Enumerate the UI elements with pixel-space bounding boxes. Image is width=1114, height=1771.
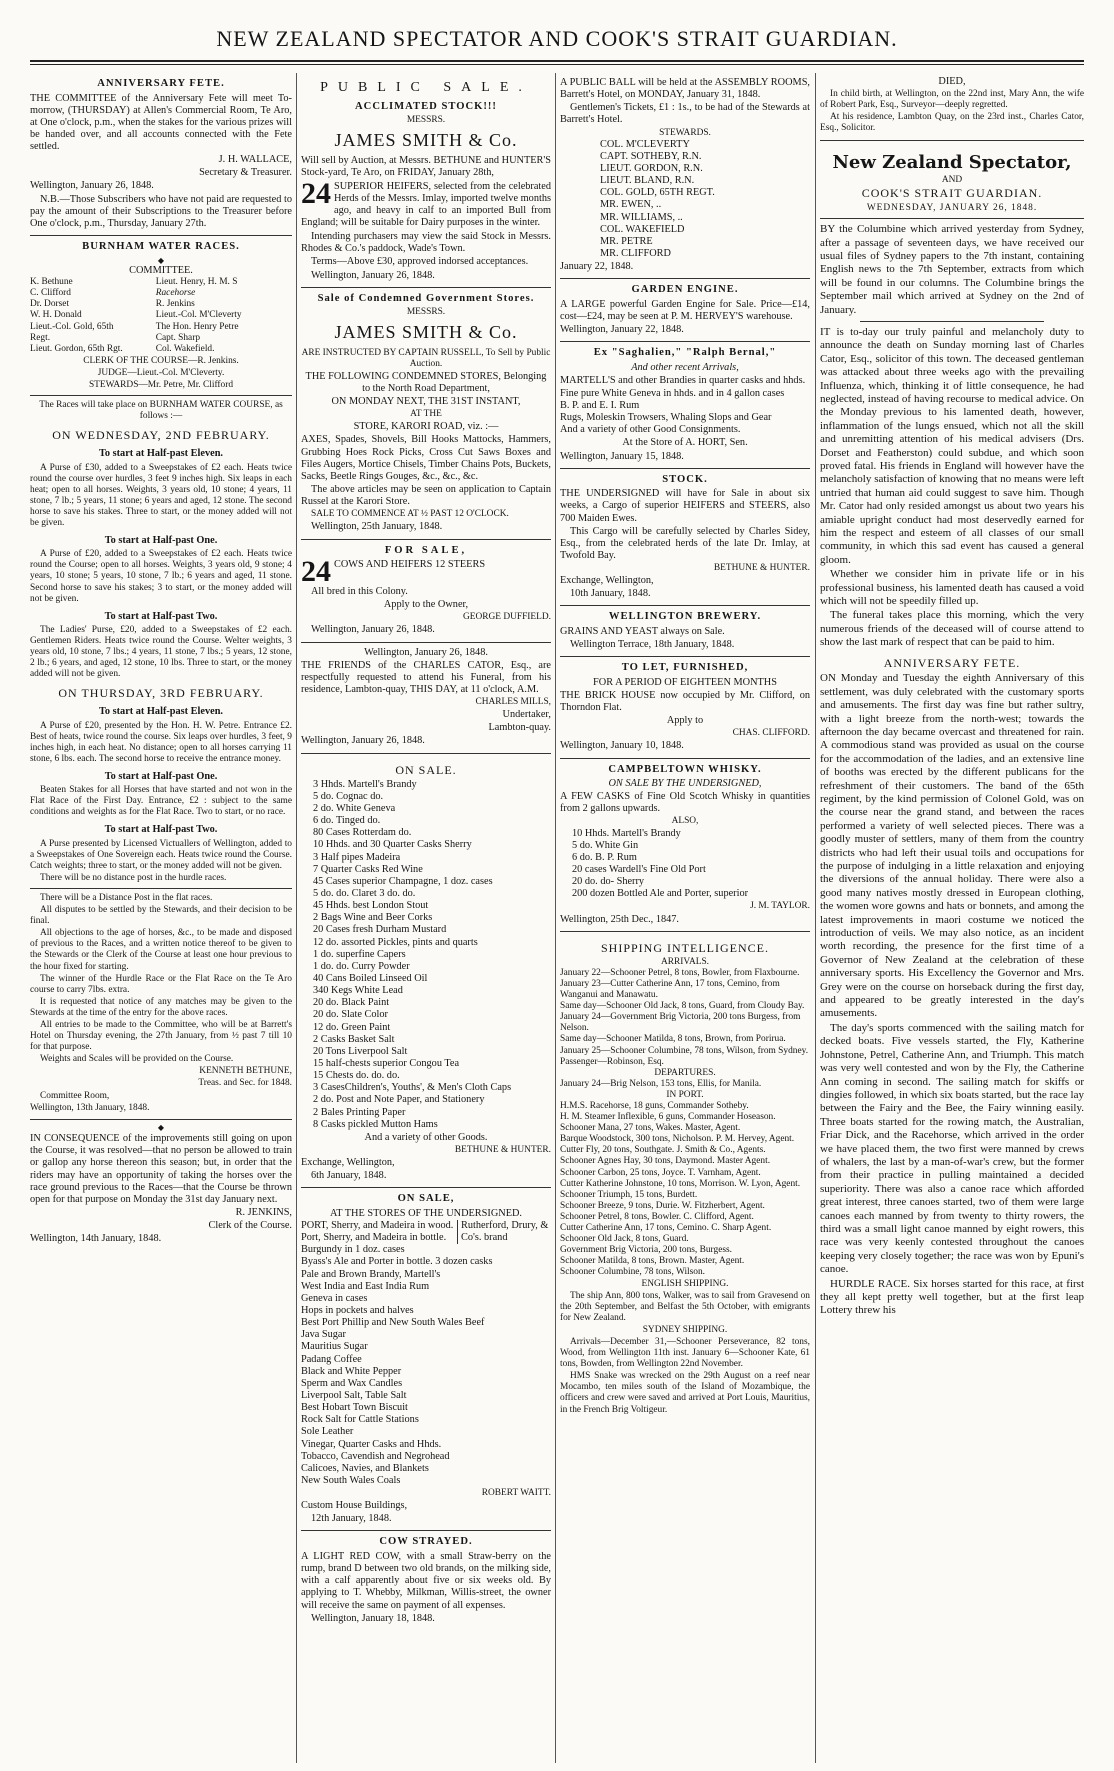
section-title: WELLINGTON BREWERY. <box>608 611 762 623</box>
in-port-entry: Schooner Mana, 27 tons, Wakes. Master, Agent. <box>560 1123 741 1134</box>
section-subtitle: FOR A PERIOD OF EIGHTEEN MONTHS <box>593 676 777 688</box>
death-notice: In child birth, at Wellington, on the 22nd inst, Mary Ann, the wife of Robert Park, Esq., Surveyor—deeply regretted. <box>820 89 1084 111</box>
notice-body: THE BRICK HOUSE now occupied by Mr. Clifford, on Thorndon Flat. <box>560 689 810 714</box>
goods-item: 3 CasesChildren's, Youths', & Men's Cloth Caps <box>313 1082 512 1094</box>
editorial-paragraph: Whether we consider him in private life or in his professional business, his lamented death has caused a void which will not be speedily filled up. <box>820 568 1084 608</box>
public-sale-notice <box>301 73 551 288</box>
signature-title: Clerk of the Course. <box>208 1220 292 1232</box>
notice-place: Exchange, Wellington, <box>301 1157 395 1169</box>
in-port-entry: Cutter Catherine Ann, 17 tons, Cemino. C. Sharp Agent. <box>560 1223 772 1234</box>
goods-item: 10 Hhds. Martell's Brandy <box>572 827 681 839</box>
in-port-entry: Schooner Columbine, 78 tons, Wilson. <box>560 1267 706 1278</box>
notice-date: Wellington, 25th Dec., 1847. <box>560 913 679 925</box>
editorial-paragraph: HURDLE RACE. Six horses started for this race, at first they all kept pretty well together, but at the first leap Lottery threw his <box>820 1277 1084 1317</box>
shipping-news: Arrivals—December 31,—Schooner Perseverance, 82 tons, Wood, from Wellington 11th inst. January 6—Schooner Kate, 61 tons, Bowden, from Wellington 22nd November. <box>560 1336 810 1370</box>
goods-item: 5 do. do. Claret 3 do. do. <box>313 888 416 900</box>
paper-date: WEDNESDAY, JANUARY 26, 1848. <box>866 203 1038 213</box>
notice-body: A LIGHT RED COW, with a small Straw-berry on the rump, brand D between two old brands, on the milking side, with a calf apparently about five or six weeks old. By applying to T. Whebby, Milkman, Willis-street, the owner will receive the same on payment of all expenses. <box>301 1550 551 1611</box>
goods-item: 2 do. Post and Note Paper, and Stationery <box>313 1094 485 1106</box>
sydney-shipping-heading: SYDNEY SHIPPING. <box>642 1324 728 1335</box>
notice-place: STORE, KARORI ROAD, viz. :— <box>353 421 499 433</box>
goods-item: 340 Kegs White Lead <box>313 985 403 997</box>
notice-body: AT THE <box>410 409 442 420</box>
goods-item: 20 Cases fresh Durham Mustard <box>313 924 447 936</box>
paper-name: New Zealand Spectator, <box>832 151 1072 173</box>
shipping-intelligence <box>560 932 810 1421</box>
funeral-notice <box>301 643 551 754</box>
burnham-water-races <box>30 236 292 1120</box>
goods-item: Burgundy in 1 doz. cases <box>301 1244 405 1256</box>
notice-date: Wellington, January 26, 1848. <box>301 735 425 747</box>
goods-item: Vinegar, Quarter Casks and Hhds. <box>301 1438 442 1450</box>
in-port-entry: Schooner Carbon, 25 tons, Joyce. T. Varnham, Agent. <box>560 1167 761 1178</box>
goods-item: Black and White Pepper <box>301 1365 402 1377</box>
race-conditions: The Ladies' Purse, £20, added to a Sweepstakes of £2 each. Gentlemen Riders. Heats twice round the Course. Welter weights, 3 years old, 10 stone, 7 lbs.; 4 years, 11 stone, 7 lbs.; 5 years, 12 stone, 2 lb.; 6 years, and aged, 12 stone, 10 lbs. Three to start, or the money added will not be given. <box>30 624 292 680</box>
notice-body: And a variety of other Goods. <box>364 1131 488 1143</box>
section-title: SHIPPING INTELLIGENCE. <box>601 940 769 955</box>
goods-item: 3 Half pipes Madeira <box>313 851 401 863</box>
notice-body: A FEW CASKS of Fine Old Scotch Whisky in quantities from 2 gallons upwards. <box>560 791 810 815</box>
notice-date: 12th January, 1848. <box>311 1513 392 1525</box>
column-divider <box>555 73 556 1763</box>
signature-place: Lambton-quay. <box>488 722 551 734</box>
arrival-entry: January 25—Schooner Columbine, 78 tons, Wilson, from Sydney. Passenger—Robinson, Esq. <box>560 1045 809 1067</box>
firm-name: JAMES SMITH & Co. <box>334 322 518 343</box>
section-title: FOR SALE, <box>384 544 468 556</box>
editorial-paragraph: The day's sports commenced with the sailing match for decked boats. Five vessels started, the Fly, Katherine Johnstone, Petrel, Catherine Ann, and Triumph. This match was very well contested and won by the Fly, the Catherine Ann coming in second. The sailing match for skiffs or dingies followed, in which six boats started, but the race lay between the Fairy and the Bee, the Fairy winning easily. Three boats started for the rowing match, the Australian, Friar Dick, and the Racehorse, which arrived in the order we have placed them, the two first were manned by crews of whalers, the last by a man-of-war's crew, but the former from their practice in pulling maintained a decided superiority. There was also a canoe race which afforded great interest, three canoes started, two of them were large canoes each manned by from twenty to thirty rowers, the third was a small light canoe manned by eight rowers, this race was very keenly contested throughout the canoes keeping very closely together; the race was won by Epuni's canoe. <box>820 1021 1084 1276</box>
race-day-heading: ON THURSDAY, 3RD FEBRUARY. <box>58 686 264 701</box>
section-title: ANNIVERSARY FETE. <box>883 655 1021 670</box>
goods-item: Best Port Phillip and New South Wales Beef <box>301 1317 485 1329</box>
notice-body: The above articles may be seen on application to Captain Russel at the Karori Store. <box>301 483 551 508</box>
in-port-entry: H. M. Steamer Inflexible, 6 guns, Commander Hoseason. <box>560 1112 776 1123</box>
lot-number: 24 <box>301 555 331 588</box>
in-port-entry: Schooner Petrel, 8 tons, Bowler. C. Clifford, Agent. <box>560 1211 754 1222</box>
goods-item: Best Hobart Town Biscuit <box>301 1402 408 1414</box>
editorial-body <box>820 219 1084 1323</box>
race-heading: To start at Half-past Eleven. <box>98 706 224 718</box>
notice-place: Exchange, Wellington, <box>560 575 654 587</box>
goods-item: 20 do. do- Sherry <box>572 876 645 888</box>
goods-item: B. P. and E. I. Rum <box>560 400 640 412</box>
goods-item: Tobacco, Cavendish and Negrohead <box>301 1450 450 1462</box>
stewards-line: STEWARDS—Mr. Petre, Mr. Clifford <box>88 379 234 390</box>
arrivals-heading: ARRIVALS. <box>660 956 709 967</box>
notice-date: 10th January, 1848. <box>570 588 651 600</box>
died-notices <box>820 73 1084 141</box>
notice-body: THE UNDERSIGNED will have for Sale in about six weeks, a Cargo of superior HEIFERS and STEERS, also 700 Maiden Ewes. <box>560 488 810 524</box>
government-stores-sale <box>301 288 551 540</box>
steward-name: MR. EWEN, .. <box>600 199 662 211</box>
race-conditions: A Purse of £30, added to a Sweepstakes of £2 each. Heats twice round the course over hurdles, 3 feet 9 inches high. Six leaps in each heat; open to all horses. Weights, 3 years old, 10 stone; 4 years, 11 stone, 7 lb.; 5 years, 11 stone; 6 years and aged, 12 stone. The second horse to save his stakes. Three to start, or the money added will not be given. <box>30 462 292 529</box>
editorial-paragraph: The funeral takes place this morning, which the very numerous friends of the deceased will of course attend to show the last mark of respect that can be paid to him. <box>820 609 1084 649</box>
goods-item: 1 do. do. Curry Powder <box>313 960 410 972</box>
notice-date: 6th January, 1848. <box>311 1170 387 1182</box>
notice-date: Wellington, January 22, 1848. <box>560 323 684 335</box>
section-title: Ex "Saghalien," "Ralph Bernal," <box>593 347 777 359</box>
goods-item: 20 do. Black Paint <box>313 997 390 1009</box>
sale-time: SALE TO COMMENCE AT ½ PAST 12 O'CLOCK. <box>311 509 509 520</box>
stewards-heading: STEWARDS. <box>659 127 711 138</box>
section-title: ANNIVERSARY FETE. <box>97 78 225 89</box>
arrival-entry: January 23—Cutter Catherine Ann, 17 tons, Cemino, from Wanganui and Manawatu. <box>560 978 780 1001</box>
clerk-line: CLERK OF THE COURSE—R. Jenkins. <box>83 355 239 366</box>
garden-engine <box>560 279 810 342</box>
judge-line: JUDGE—Lieut.-Col. M'Cleverty. <box>97 367 225 378</box>
goods-list <box>560 388 810 437</box>
race-conditions: A Purse of £20, added to a Sweepstakes of £2 each. Heats twice round the Course; open to all horses. Weights, 3 years old, 9 stone; 4 years, 10 stone; 5 years, 10 stone, 7 lb.; 6 years and aged, 11 stone. Second horse to save his stakes; 3 to start, or the money added will not be given. <box>30 549 292 604</box>
masthead-rule <box>30 60 1084 62</box>
goods-item: 40 Cans Boiled Linseed Oil <box>313 973 428 984</box>
course-notice <box>30 1120 292 1251</box>
section-subtitle: AT THE STORES OF THE UNDERSIGNED. <box>329 1207 523 1219</box>
steward-name: MR. CLIFFORD <box>600 247 671 259</box>
goods-item: Calicoes, Navies, and Blankets <box>301 1462 429 1474</box>
race-rule: All disputes to be settled by the Stewards, and their decision to be final. <box>30 905 292 927</box>
ornament: ◆ <box>157 1122 165 1132</box>
column-4 <box>820 73 1084 1763</box>
goods-item: Fine pure White Geneva in hhds. and in 4 gallon cases <box>560 387 785 399</box>
goods-item: Sperm and Wax Candles <box>301 1377 403 1389</box>
editorial-masthead <box>820 141 1084 220</box>
goods-item: Rock Salt for Cattle Stations <box>301 1414 419 1426</box>
section-title: TO LET, FURNISHED, <box>621 662 749 674</box>
section-subtitle: ON SALE BY THE UNDERSIGNED, <box>608 778 762 790</box>
goods-item: Liverpool Salt, Table Salt <box>301 1389 407 1401</box>
goods-item: 80 Cases Rotterdam do. <box>313 827 412 839</box>
paper-subtitle: COOK'S STRAIT GUARDIAN. <box>861 185 1043 200</box>
section-title: CAMPBELTOWN WHISKY. <box>608 763 762 775</box>
section-title: ON SALE, <box>397 1193 455 1205</box>
notice-nb: N.B.—Those Subscribers who have not paid are requested to pay the amount of their Subscriptions to the Treasurer before One o'clock, p.m., Thursday, January 27th. <box>30 193 292 229</box>
committee-list: K. Bethune Lieut. Henry, H. M. S C. Clifford Racehorse Dr. Dorset R. Jenkins W. H. Donald Lieut.-Col. M'Cleverty Lieut.-Col. Gold, 65th The Hon. Henry Petre Regt. Capt. Sharp Lieut. Gordon, 65th Rgt. Col. Wakefield. <box>30 277 242 354</box>
goods-item: 12 do. Green Paint <box>313 1021 391 1033</box>
goods-item: 45 Cases superior Champagne, 1 doz. cases <box>313 875 493 887</box>
lot-number: 24 <box>301 176 331 210</box>
goods-item: Pale and Brown Brandy, Martell's <box>301 1268 441 1280</box>
editorial-paragraph: BY the Columbine which arrived yesterday from Sydney, after a passage of seventeen days, we have received our usual files of Sydney papers to the 7th instant, containing English news to the 7th September, extracts from which will be found in our columns. The Columbine brings the September mail which arrived at Sydney on the 2nd of January. <box>820 223 1084 316</box>
in-port-entry: Schooner Triumph, 15 tons, Burdett. <box>560 1189 698 1200</box>
notice-date: Wellington Terrace, 18th January, 1848. <box>570 639 735 651</box>
goods-item: Port, Sherry, and Madeira in bottle. <box>301 1232 447 1244</box>
notice-body: MARTELL'S and other Brandies in quarter casks and hhds. <box>560 374 806 386</box>
goods-item: Sole Leather <box>301 1426 354 1438</box>
signature: J. M. TAYLOR. <box>750 901 810 912</box>
goods-item: 8 Casks pickled Mutton Hams <box>313 1118 438 1130</box>
in-port-entry: H.M.S. Racehorse, 18 guns, Commander Sotheby. <box>560 1101 749 1112</box>
editorial-paragraph: ON Monday and Tuesday the eighth Anniversary of this settlement, was duly celebrated with the customary sports and amusements. The first day was fine but rather sultry, with a light breeze from the north-west; towards the afternoon the day became overcast and threatened for rain. A commodious stand was provided as usual on the course for the accommodation of the ladies, and an extensive line of booths was erected by the different publicans for the refreshment of their customers. The band of the 65th regiment, by the kind permission of Colonel Gold, was on the course near the grand stand, and between the races performed a variety of well selected pieces. There was a goodly muster of settlers, many of them from the country districts who had left their usual toils and occupations for the purpose of indulging in a little relaxation and enjoying the diversions of the annual holiday. There were also a good many natives mostly dressed in European clothing, the women wore gowns and hats or bonnets, and among the latest improvements in maori costume we noticed the introduction of veils. We may also notice, as an incident worth recording, the presence for the first time of a Governor of New Zealand at the celebration of these anniversary sports. His Excellency the Governor and Mrs. Grey were on the course on horseback during the first day, and appeared to be greatly interested in the day's amusements. <box>820 672 1084 1020</box>
goods-item: Java Sugar <box>301 1329 346 1341</box>
campbeltown-whisky <box>560 759 810 932</box>
brand-note: Rutherford, Drury, & Co's. brand <box>457 1220 551 1244</box>
notice-place: At the Store of A. HORT, Sen. <box>622 437 748 449</box>
in-port-entry: Schooner Agnes Hay, 30 tons, Daymond. Master Agent. <box>560 1156 771 1167</box>
goods-item: 6 do. Tinged do. <box>313 815 381 827</box>
signature: KENNETH BETHUNE, <box>199 1066 292 1077</box>
goods-item: 2 Bags Wine and Beer Corks <box>313 912 433 924</box>
signature-title: Treas. and Sec. for 1848. <box>198 1078 292 1089</box>
on-sale-goods <box>301 754 551 1189</box>
goods-item: 20 cases Wardell's Fine Old Port <box>572 863 706 875</box>
signature: J. H. WALLACE, <box>218 154 292 166</box>
goods-item: Mauritius Sugar <box>301 1341 368 1353</box>
goods-item: 3 Hhds. Martell's Brandy <box>313 778 417 790</box>
race-conditions: A Purse presented by Licensed Victuallers of Wellington, added to a Sweepstakes of One Sovereign each. Heats twice round the Course. Catch weights; three to start, or the money added will not be given. <box>30 838 292 871</box>
signature: BETHUNE & HUNTER. <box>713 563 810 574</box>
also-label: ALSO, <box>671 816 699 827</box>
steward-name: COL. M'CLEVERTY <box>600 138 690 150</box>
notice-date: Wellington, January 10, 1848. <box>560 740 684 752</box>
goods-item: Rugs, Moleskin Trowsers, Whaling Slops and Gear <box>560 412 772 424</box>
in-port-entry: Barque Woodstock, 300 tons, Nicholson. P. M. Hervey, Agent. <box>560 1134 795 1145</box>
notice-date: January 22, 1848. <box>560 261 634 273</box>
paper-and: AND <box>941 174 963 185</box>
goods-item: 200 dozen Bottled Ale and Porter, superior <box>572 888 749 900</box>
death-notice: At his residence, Lambton Quay, on the 23rd inst., Charles Cator, Esq., Solicitor. <box>820 112 1084 134</box>
section-title: ON SALE. <box>395 762 457 777</box>
in-port-entry: Cutter Katherine Johnstone, 10 tons, Morrison. W. Lyon, Agent. <box>560 1178 801 1189</box>
goods-item: West India and East India Rum <box>301 1280 430 1292</box>
notice-body: A PUBLIC BALL will be held at the ASSEMBLY ROOMS, Barrett's Hotel, on MONDAY, January 31, 1848. <box>560 77 810 101</box>
goods-item: 6 do. B. P. Rum <box>572 851 637 863</box>
column-divider <box>296 73 297 1763</box>
departures-heading: DEPARTURES. <box>654 1067 716 1078</box>
in-port-list <box>560 1101 810 1279</box>
section-title: Sale of Condemned Government Stores. <box>317 292 535 304</box>
section-title: STOCK. <box>662 473 708 485</box>
race-rule: All objections to the age of horses, &c., to be made and disposed of previous to the Races, and a written notice thereof to be given to the Stewards or the Clerk of the Course at least one hour previous to the hour fixed for starting. <box>30 928 292 972</box>
notice-body: All bred in this Colony. <box>311 586 408 597</box>
in-port-entry: Schooner Matilda, 8 tons, Brown. Master, Agent. <box>560 1256 745 1267</box>
in-port-entry: Government Brig Victoria, 200 tons, Burgess. <box>560 1245 732 1256</box>
column-divider <box>815 73 816 1763</box>
arrival-entry: Same day—Schooner Matilda, 8 tons, Brown, from Porirua. <box>560 1034 786 1045</box>
section-title: GARDEN ENGINE. <box>631 284 739 296</box>
notice-date: Wellington, 13th January, 1848. <box>30 1102 150 1113</box>
departures-list <box>560 1079 810 1090</box>
arrival-entry: Same day—Schooner Old Jack, 8 tons, Guard, from Cloudy Bay. <box>560 1001 805 1012</box>
stock-notice <box>560 469 810 607</box>
firm-name: JAMES SMITH & Co. <box>334 130 518 151</box>
notice-body: THE FRIENDS of the CHARLES CATOR, Esq., are respectfully requested to attend his Funeral, from his residence, Lambton-quay, THIS DAY, at 11 o'clock, A.M. <box>301 659 551 695</box>
steward-name: LIEUT. GORDON, R.N. <box>600 162 703 174</box>
signature: CHARLES MILLS, <box>475 697 551 708</box>
notice-date: Wellington, January 26, 1848. <box>30 180 154 192</box>
goods-item: Padang Coffee <box>301 1353 362 1365</box>
for-sale-cows <box>301 540 551 643</box>
in-port-entry: Cutter Fly, 20 tons, Southgate. J. Smith & Co., Agents. <box>560 1145 766 1156</box>
race-conditions: Beaten Stakes for all Horses that have started and not won in the Flat Race of the First Day. Entrance, £2 : subject to the same conditions and weights as for the Flat Race. Two to start, or no race. <box>30 785 292 818</box>
goods-item: 1 do. superfine Capers <box>313 948 406 960</box>
goods-item: And a variety of other Good Consignments. <box>560 424 741 436</box>
notice-date: Wellington, 25th January, 1848. <box>311 521 443 533</box>
signature: GEORGE DUFFIELD. <box>462 612 551 623</box>
goods-item: 15 half-chests superior Congou Tea <box>313 1057 460 1069</box>
committee-heading: COMMITTEE. <box>129 264 193 276</box>
on-sale-stores <box>301 1188 551 1531</box>
in-port-entry: Schooner Breeze, 9 tons, Durie. W. Fitzherbert, Agent. <box>560 1200 765 1211</box>
stewards-list <box>560 139 810 260</box>
notice-body: This Cargo will be carefully selected by Charles Sidey, Esq., from the celebrated herds of the late Dr. Imlay, at Twofold Bay. <box>560 525 810 561</box>
goods-item: 2 Casks Basket Salt <box>313 1033 395 1045</box>
goods-list <box>560 828 810 901</box>
notice-body: IN CONSEQUENCE of the improvements still going on upon the Course, it was resolved—that no person be allowed to train or gallop any horse thereon this season; but, in order that the riders may have an opportunity of taking the horses over the race ground previous to the Races—that the Course be thrown open for that purpose on Monday the 31st day January next. <box>30 1133 292 1205</box>
item-list: AXES, Spades, Shovels, Bill Hooks Mattocks, Hammers, Grubbing Hoes Rock Picks, Cross Cut Saws Boxes and Files Augers, Mortice Chisels, Timber Chains Pots, Buckets, Sacks, Beetle Rings Gouges, &c., &c., &c. <box>301 434 551 482</box>
race-conditions: A Purse of £20, presented by the Hon. H. W. Petre. Entrance £2. Best of heats, twice round the course. Six leaps over hurdles, 3 feet, 9 inches high, in each heat. No distance; open to all horses carrying 11 stone, 6 lbs. each. The second horse to receive the entrance money. <box>30 720 292 764</box>
anniversary-fete-notice <box>30 73 292 236</box>
goods-item: 7 Quarter Casks Red Wine <box>313 863 423 875</box>
goods-item: PORT, Sherry, and Madeira in wood. <box>301 1219 454 1231</box>
cow-strayed <box>301 1531 551 1629</box>
goods-item: Geneva in cases <box>301 1292 368 1304</box>
notice-date: Wellington, January 18, 1848. <box>311 1612 435 1624</box>
race-rule: There will be a Distance Post in the flat races. <box>40 892 213 903</box>
ex-arrivals <box>560 342 810 469</box>
in-port-heading: IN PORT. <box>666 1089 704 1100</box>
notice-terms: Terms—Above £30, approved indorsed acceptances. <box>311 256 529 268</box>
column-2 <box>301 73 551 1763</box>
race-rule: Weights and Scales will be provided on the Course. <box>40 1054 234 1065</box>
notice-body: Gentlemen's Tickets, £1 : 1s., to be had of the Stewards at Barrett's Hotel. <box>560 102 810 126</box>
section-title: COW STRAYED. <box>379 1536 473 1548</box>
goods-item: 2 do. White Geneva <box>313 803 396 815</box>
masthead: NEW ZEALAND SPECTATOR AND COOK'S STRAIT GUARDIAN. <box>216 26 898 51</box>
masthead-rule-thin <box>30 64 1084 65</box>
race-rule: It is requested that notice of any matches may be given to the Stewards at the time of the entry for the above races. <box>30 996 292 1018</box>
race-day-heading: ON WEDNESDAY, 2ND FEBRUARY. <box>52 428 270 443</box>
notice-body: THE FOLLOWING CONDEMNED STORES, Belonging to the North Road Department, <box>305 370 547 394</box>
goods-item: 2 Bales Printing Paper <box>313 1106 406 1118</box>
signature-title: Undertaker, <box>502 709 551 721</box>
arrivals-list <box>560 968 810 1068</box>
steward-name: MR. PETRE <box>600 235 653 247</box>
race-heading: To start at Half-past One. <box>104 771 218 782</box>
goods-item: 20 do. Slate Color <box>313 1009 388 1021</box>
to-let <box>560 657 810 758</box>
steward-name: CAPT. SOTHEBY, R.N. <box>600 150 702 162</box>
ornament: ◆ <box>157 255 165 265</box>
section-title: DIED, <box>938 76 966 87</box>
messrs-label: MESSRS. <box>406 115 446 126</box>
goods-item: 45 Hhds. best London Stout <box>313 900 429 912</box>
goods-item: Hops in pockets and halves <box>301 1304 414 1316</box>
wellington-brewery <box>560 606 810 657</box>
english-shipping-heading: ENGLISH SHIPPING. <box>641 1278 729 1289</box>
signature: R. JENKINS, <box>235 1207 292 1218</box>
steward-name: MR. WILLIAMS, .. <box>600 211 683 223</box>
section-title: BURNHAM WATER RACES. <box>82 241 240 253</box>
column-1 <box>30 73 292 1763</box>
notice-body: GRAINS AND YEAST always on Sale. <box>560 625 725 637</box>
notice-place: Custom House Buildings, <box>301 1500 408 1512</box>
section-title: PUBLIC SALE. <box>320 80 532 95</box>
goods-item: 5 do. White Gin <box>572 839 639 851</box>
lot-description: SUPERIOR HEIFERS, selected from the celebrated Herds of the Messrs. Imlay, imported twelve months ago, and heavy in calf to an imported Bull from England; will be suitable for Dairy purposes in the winter. <box>301 180 551 229</box>
public-ball <box>560 73 810 279</box>
goods-item: 10 Hhds. and 30 Quarter Casks Sherry <box>313 839 472 851</box>
signature: CHAS. CLIFFORD. <box>732 728 810 739</box>
editorial-paragraph: IT is to-day our truly painful and melancholy duty to announce the death on Sunday morning last of Charles Cator, Esq., solicitor of this town. The deceased gentleman was attacked about three weeks ago with the prevailing Influenza, which, thinking it of little consequence, he had neglected, instead of having recourse to medical advice. On the Monday previous to his lamented death, however, inflammation of the lungs ensued, which not all the skill and unremitting attention of his medical advisers (Drs. Dorset and Featherston) could subdue, and which soon proved fatal. His friends in England will however have the melancholy satisfaction of knowing that no means were left untried that human aid could suggest to save him. Though Mr. Cator had only resided amongst us about two years his amiable upright conduct had most deservedly earned for him the respect and esteem of all classes of our small community, in which this sad event has caused a general gloom. <box>820 325 1084 566</box>
notice-date: Wellington, January 26, 1848. <box>311 269 435 281</box>
notice-body: A LARGE powerful Garden Engine for Sale. Price—£14, cost—£24, may be seen at P. M. HERVEY'S warehouse. <box>560 298 810 322</box>
column-3 <box>560 73 810 1763</box>
goods-item: 5 do. Cognac do. <box>313 790 384 802</box>
goods-list <box>301 1244 551 1487</box>
notice-place: Committee Room, <box>40 1090 110 1101</box>
notice-date: Wellington, January 26, 1848. <box>311 624 435 636</box>
signature-title: Secretary & Treasurer. <box>199 167 292 179</box>
shipping-news: The ship Ann, 800 tons, Walker, was to sail from Gravesend on the 20th September, and Belfast the 5th October, with emigrants for New Zealand. <box>560 1290 810 1323</box>
notice-body: Intending purchasers may view the said Stock in Messrs. Rhodes & Co.'s paddock, Wade's Town. <box>301 231 551 255</box>
notice-body: Will sell by Auction, at Messrs. BETHUNE and HUNTER'S Stock-yard, Te Aro, on FRIDAY, January 28th, <box>301 155 551 179</box>
lot-description: COWS AND HEIFERS 12 STEERS <box>334 559 486 570</box>
signature: ROBERT WAITT. <box>481 1488 551 1499</box>
notice-date: Wellington, January 26, 1848. <box>364 646 488 658</box>
notice-date: Wellington, 14th January, 1848. <box>30 1233 162 1245</box>
arrival-entry: January 22—Schooner Petrel, 8 tons, Bowler, from Flaxbourne. <box>560 967 800 978</box>
departure-entry: January 24—Brig Nelson, 153 tons, Ellis, for Manila. <box>560 1078 762 1089</box>
notice-body: Apply to the Owner, <box>383 599 469 611</box>
races-intro: The Races will take place on BURNHAM WATER COURSE, as follows :— <box>39 400 283 422</box>
messrs-label: MESSRS. <box>406 307 446 318</box>
race-heading: To start at Half-past Two. <box>104 824 218 836</box>
shipping-news: HMS Snake was wrecked on the 29th August on a reef near Mocambo, ten miles south of the Island of Mozambique, the officers and crew were saved and arrived at Port Louis, Mauritius, in the French Brig Voltigeur. <box>560 1371 810 1415</box>
race-rule: All entries to be made to the Committee, who will be at Barrett's Hotel on Thursday evening, the 27th January, from ½ past 7 till 10 for that purpose. <box>30 1019 292 1053</box>
section-subtitle: And other recent Arrivals, <box>631 361 739 373</box>
goods-item: 20 Tons Liverpool Salt <box>313 1045 408 1057</box>
race-heading: To start at Half-past Eleven. <box>98 448 224 460</box>
arrival-entry: January 24—Government Brig Victoria, 200 tons Burgess, from Nelson. <box>560 1012 801 1034</box>
notice-date: Wellington, January 15, 1848. <box>560 450 684 462</box>
notice-body: Apply to <box>666 715 704 727</box>
race-heading: To start at Half-past Two. <box>104 610 218 622</box>
goods-item: Byass's Ale and Porter in bottle. 3 dozen casks <box>301 1256 493 1268</box>
race-note: There will be no distance post in the hurdle races. <box>40 872 227 883</box>
section-subtitle: ACCLIMATED STOCK!!! <box>355 100 497 112</box>
race-rule: The winner of the Hurdle Race or the Flat Race on the Te Aro course to carry 7lbs. extra. <box>30 973 292 995</box>
goods-item: 15 Chests do. do. do. <box>313 1070 400 1082</box>
steward-name: COL. GOLD, 65TH REGT. <box>600 187 715 199</box>
steward-name: COL. WAKEFIELD <box>600 223 685 235</box>
goods-item: New South Wales Coals <box>301 1474 401 1486</box>
goods-list <box>301 779 551 1131</box>
notice-body: ARE INSTRUCTED BY CAPTAIN RUSSELL, To Sell by Public Auction. <box>301 347 551 369</box>
notice-date-line: ON MONDAY NEXT, THE 31ST INSTANT, <box>331 396 521 408</box>
goods-item: 12 do. assorted Pickles, pints and quarts <box>313 936 478 948</box>
notice-body: THE COMMITTEE of the Anniversary Fete will meet To-morrow, (THURSDAY) at Allen's Commercial Room, Te Aro, at One o'clock, p.m., when the stakes for the various prizes will be handed over, and all accounts connected with the Fete settled. <box>30 92 292 153</box>
in-port-entry: Schooner Old Jack, 8 tons, Guard. <box>560 1234 689 1245</box>
steward-name: LIEUT. BLAND, R.N. <box>600 175 695 187</box>
race-heading: To start at Half-past One. <box>104 535 218 547</box>
signature: BETHUNE & HUNTER. <box>454 1144 551 1155</box>
